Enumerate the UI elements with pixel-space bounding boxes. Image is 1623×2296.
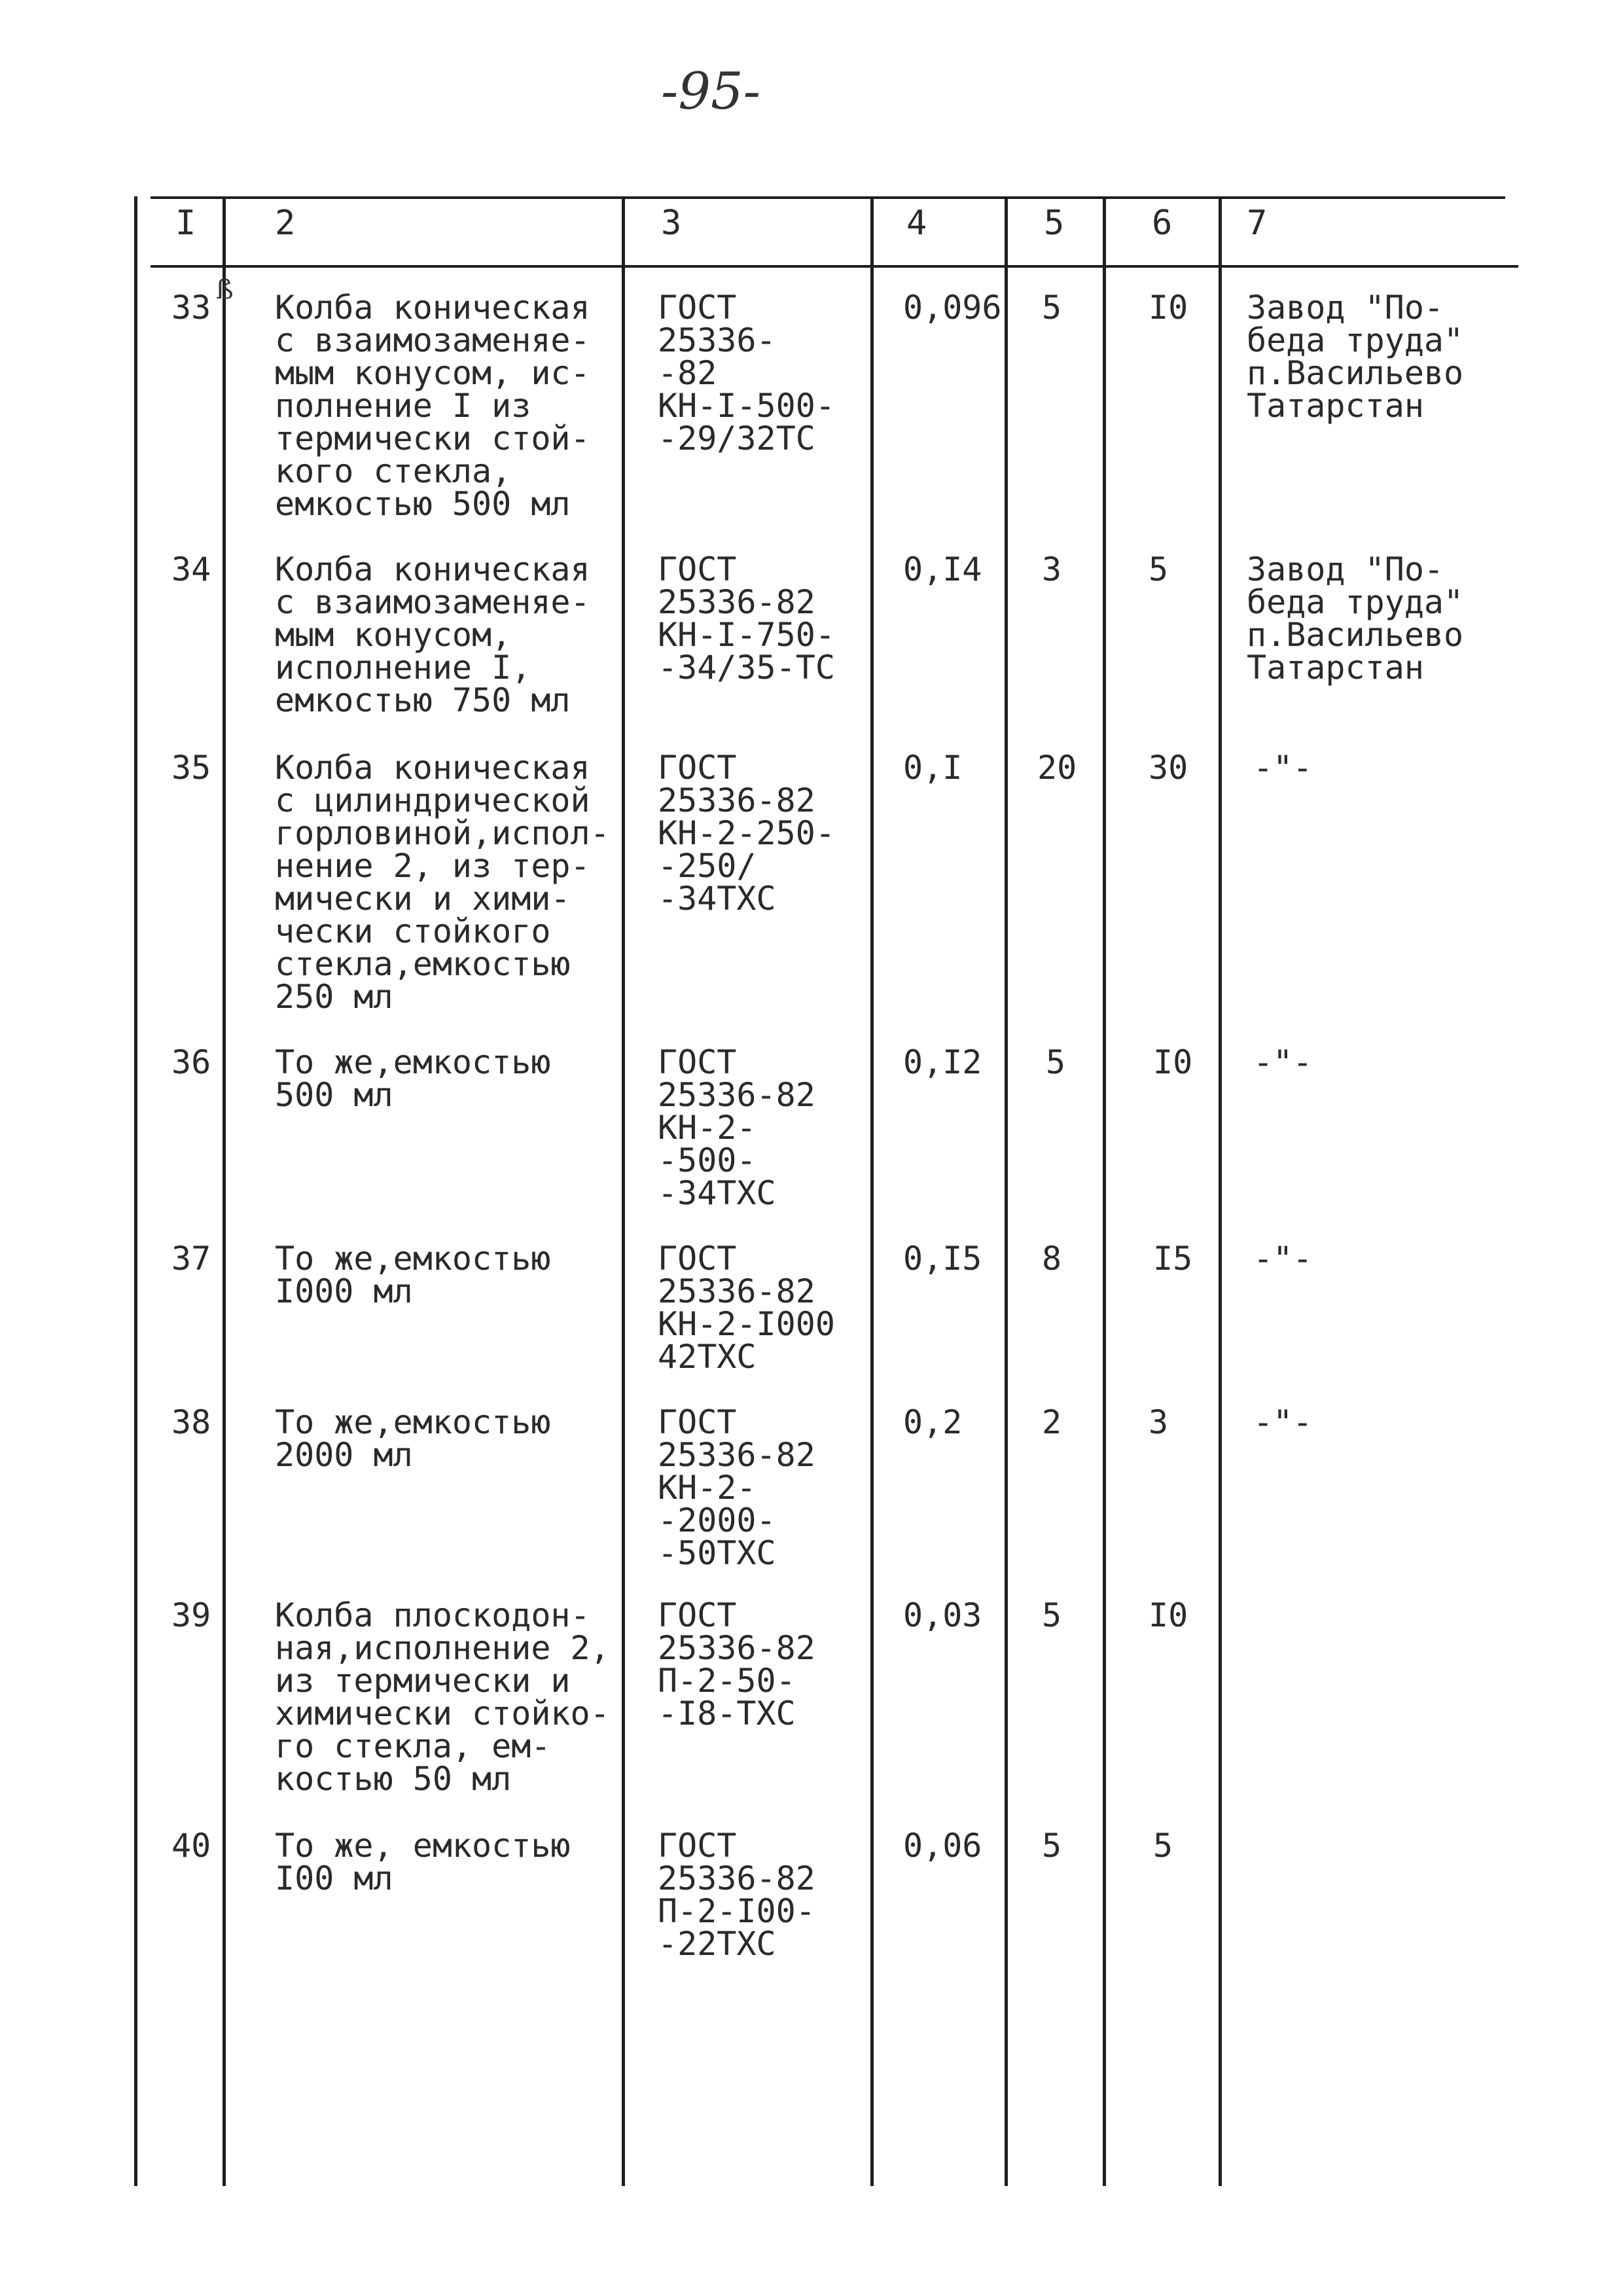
supplier: -"- xyxy=(1253,1240,1313,1278)
col-4-value: 0,06 xyxy=(903,1827,982,1865)
col-4-value: 0,I xyxy=(903,749,963,787)
row-number: 34 xyxy=(171,550,211,588)
gost-code: ГОСТ 25336- -82 КН-I-500- -29/32ТС xyxy=(658,289,835,457)
col-6-value: 3 xyxy=(1149,1403,1169,1441)
column-divider-3 xyxy=(870,196,874,2186)
row-number: 35 xyxy=(171,749,211,787)
item-name: Колба плоскодон- ная,исполнение 2, из термически и химически стойко- го стекла, ем- костью 50 мл xyxy=(275,1596,610,1798)
col-6-value: 5 xyxy=(1149,550,1169,588)
col-4-value: 0,I4 xyxy=(903,550,982,588)
col-6-value: I5 xyxy=(1153,1240,1193,1278)
gost-code: ГОСТ 25336-82 КН-2-I000 42ТХС xyxy=(658,1240,835,1376)
header-col-1: I xyxy=(175,204,196,243)
col-6-value: 5 xyxy=(1153,1827,1173,1865)
column-divider-6 xyxy=(1219,196,1222,2186)
gost-code: ГОСТ 25336-82 П-2-I00- -22ТХС xyxy=(658,1827,815,1963)
row-number: 39 xyxy=(171,1596,211,1634)
row-number: 40 xyxy=(171,1827,211,1865)
supplier: Завод "По- беда труда" п.Васильево Татарстан xyxy=(1247,550,1464,687)
col-4-value: 0,03 xyxy=(903,1596,982,1634)
col-5-value: 2 xyxy=(1042,1403,1062,1441)
col-5-value: 5 xyxy=(1046,1043,1066,1081)
header-col-5: 5 xyxy=(1044,204,1065,243)
gost-code: ГОСТ 25336-82 П-2-50- -I8-ТХС xyxy=(658,1596,815,1732)
col-5-value: 20 xyxy=(1037,749,1077,787)
col-4-value: 0,I5 xyxy=(903,1240,982,1278)
item-name: То же,емкостью I000 мл xyxy=(275,1240,551,1310)
table-top-rule xyxy=(151,196,1505,199)
header-col-4: 4 xyxy=(906,204,927,243)
supplier: -"- xyxy=(1253,749,1313,787)
column-divider-5 xyxy=(1103,196,1106,2186)
page-number: -95- xyxy=(661,62,760,121)
col-4-value: 0,2 xyxy=(903,1403,963,1441)
supplier: -"- xyxy=(1253,1043,1313,1081)
col-6-value: I0 xyxy=(1149,289,1188,327)
row-number: 38 xyxy=(171,1403,211,1441)
item-name: То же,емкостью 2000 мл xyxy=(275,1403,551,1474)
row-number: 36 xyxy=(171,1043,211,1081)
header-col-3: 3 xyxy=(661,204,682,243)
col-5-value: 5 xyxy=(1042,1596,1062,1634)
col-5-value: 3 xyxy=(1042,550,1062,588)
col-6-value: I0 xyxy=(1153,1043,1193,1081)
supplier: Завод "По- беда труда" п.Васильево Татарстан xyxy=(1247,289,1464,425)
header-col-7: 7 xyxy=(1247,204,1268,243)
item-name: То же, емкостью I00 мл xyxy=(275,1827,571,1897)
header-bottom-rule xyxy=(151,265,1518,268)
item-name: То же,емкостью 500 мл xyxy=(275,1043,551,1114)
row-number: 33 xyxy=(171,289,211,327)
gost-code: ГОСТ 25336-82 КН-2-250- -250/ -34ТХС xyxy=(658,749,835,918)
col-6-value: I0 xyxy=(1149,1596,1188,1634)
item-name: Колба коническая с цилиндрической горловиной,испол- нение 2, из тер- мически и хими- чески стойкого стекла,емкостью 250 мл xyxy=(275,749,610,1016)
item-name: Колба коническая с взаимозаменяе- мым конусом, исполнение I, емкостью 750 мл xyxy=(275,550,590,719)
col-6-value: 30 xyxy=(1149,749,1188,787)
margin-mark: ß xyxy=(216,275,234,305)
col-5-value: 5 xyxy=(1042,289,1062,327)
column-divider-2 xyxy=(622,196,625,2186)
supplier: -"- xyxy=(1253,1403,1313,1441)
col-5-value: 5 xyxy=(1042,1827,1062,1865)
item-name: Колба коническая с взаимозаменяе- мым конусом, ис- полнение I из термически стой- кого стекла, емкостью 500 мл xyxy=(275,289,590,523)
col-5-value: 8 xyxy=(1042,1240,1062,1278)
header-col-2: 2 xyxy=(275,204,296,243)
header-col-6: 6 xyxy=(1152,204,1173,243)
row-number: 37 xyxy=(171,1240,211,1278)
column-divider-1 xyxy=(223,196,226,2186)
gost-code: ГОСТ 25336-82 КН-I-750- -34/35-ТС xyxy=(658,550,835,687)
column-divider-4 xyxy=(1005,196,1008,2186)
table-left-border xyxy=(134,196,137,2186)
col-4-value: 0,I2 xyxy=(903,1043,982,1081)
gost-code: ГОСТ 25336-82 КН-2- -2000- -50ТХС xyxy=(658,1403,815,1572)
gost-code: ГОСТ 25336-82 КН-2- -500- -34ТХС xyxy=(658,1043,815,1212)
col-4-value: 0,096 xyxy=(903,289,1002,327)
